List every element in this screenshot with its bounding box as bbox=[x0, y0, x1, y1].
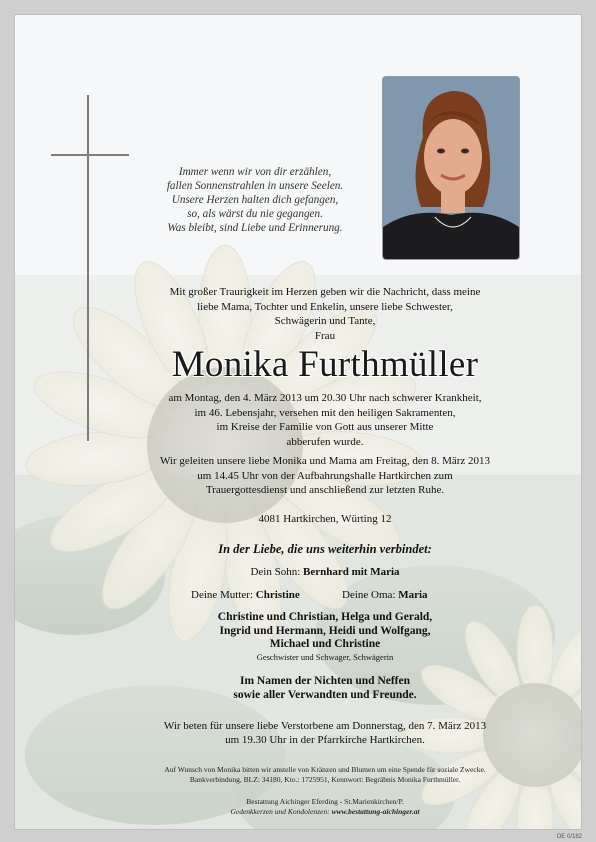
intro-line: Schwägerin und Tante, bbox=[274, 315, 376, 327]
grandma-entry bbox=[342, 588, 428, 602]
mother-entry bbox=[191, 588, 300, 602]
relatives-line-text: Im Namen der Nichten und Neffen bbox=[239, 675, 411, 687]
poem-line: Immer wenn wir von dir erzählen, bbox=[178, 166, 332, 178]
siblings-note: Geschwister und Schwager, Schwägerin bbox=[256, 652, 394, 662]
relatives-line bbox=[105, 674, 545, 702]
print-code: OE 0/182 bbox=[556, 834, 582, 840]
poem-line: so, als wärst du nie gegangen. bbox=[187, 208, 323, 220]
poem bbox=[75, 165, 435, 235]
mother-label: Deine Mutter: bbox=[191, 589, 254, 601]
son-names: Bernhard mit Maria bbox=[303, 566, 400, 578]
intro-line: liebe Mama, Tochter und Enkelin, unsere liebe Schwester, bbox=[197, 300, 453, 313]
mourners-heading: In der Liebe, die uns weiterhin verbindet: bbox=[218, 542, 432, 556]
condolence-label: Gedenkkerzen und Kondolenzen: bbox=[230, 807, 330, 816]
siblings-line: Michael und Christine bbox=[269, 638, 381, 650]
donation-wish bbox=[135, 765, 515, 785]
condolence-line bbox=[135, 807, 515, 817]
funeral-line: Trauergottesdienst und anschließend zur letzten Ruhe. bbox=[205, 484, 445, 496]
relatives-line-text: sowie aller Verwandten und Freunde. bbox=[233, 689, 417, 701]
siblings-line: Christine und Christian, Helga und Gerald, bbox=[217, 611, 433, 623]
prayer-line: um 19.30 Uhr in der Pfarrkirche Hartkirchen. bbox=[225, 734, 425, 746]
announcement-intro bbox=[115, 285, 535, 343]
death-line: im Kreise der Familie von Gott aus unserer Mitte bbox=[216, 421, 434, 433]
condolence-url[interactable]: www.bestattung-aichinger.at bbox=[331, 807, 420, 816]
death-line: am Montag, den 4. März 2013 um 20.30 Uhr nach schwerer Krankheit, bbox=[168, 392, 482, 404]
intro-line: Mit großer Traurigkeit im Herzen geben wir die Nachricht, dass meine bbox=[169, 286, 481, 298]
death-notice bbox=[105, 391, 545, 449]
son-label: Dein Sohn: bbox=[250, 566, 301, 578]
family-address: 4081 Hartkirchen, Würting 12 bbox=[258, 513, 392, 525]
poem-line: Unsere Herzen halten dich gefangen, bbox=[171, 194, 339, 206]
funeral-line: um 14.45 Uhr von der Aufbahrungshalle Hartkirchen zum bbox=[197, 469, 453, 482]
siblings-list bbox=[105, 611, 545, 652]
prayer-line: Wir beten für unsere liebe Verstorbene am Donnerstag, den 7. März 2013 bbox=[163, 720, 487, 732]
undertaker-name: Bestattung Aichinger Eferding - St.Marienkirchen/P. bbox=[246, 797, 404, 806]
death-line: im 46. Lebensjahr, versehen mit den heiligen Sakramenten, bbox=[194, 406, 456, 419]
undertaker-info bbox=[135, 797, 515, 817]
son-line bbox=[105, 565, 545, 579]
deceased-name: Monika Furthmüller bbox=[171, 344, 479, 385]
funeral-info bbox=[105, 454, 545, 498]
mother-name: Christine bbox=[255, 589, 300, 601]
obituary-card bbox=[14, 14, 582, 830]
prayer-info bbox=[105, 719, 545, 747]
intro-line: Frau bbox=[314, 329, 336, 342]
cross-horizontal-bar bbox=[51, 154, 129, 156]
wish-line: Bankverbindung, BLZ: 34180, Kto.: 1725951, Kennwort: Begräbnis Monika Furthmüller. bbox=[189, 775, 461, 784]
wish-line: Auf Wunsch von Monika bitten wir anstelle von Kränzen und Blumen um eine Spende für soziale Zwecke. bbox=[164, 765, 486, 774]
poem-line: fallen Sonnenstrahlen in unsere Seelen. bbox=[166, 180, 344, 192]
siblings-line: Ingrid und Hermann, Heidi und Wolfgang, bbox=[219, 624, 431, 637]
funeral-line: Wir geleiten unsere liebe Monika und Mama am Freitag, den 8. März 2013 bbox=[159, 455, 491, 467]
death-line: abberufen wurde. bbox=[286, 435, 364, 448]
poem-line: Was bleibt, sind Liebe und Erinnerung. bbox=[167, 222, 343, 234]
grandma-name: Maria bbox=[398, 589, 428, 601]
grandma-label: Deine Oma: bbox=[342, 589, 396, 601]
cross-vertical-bar bbox=[87, 95, 89, 441]
